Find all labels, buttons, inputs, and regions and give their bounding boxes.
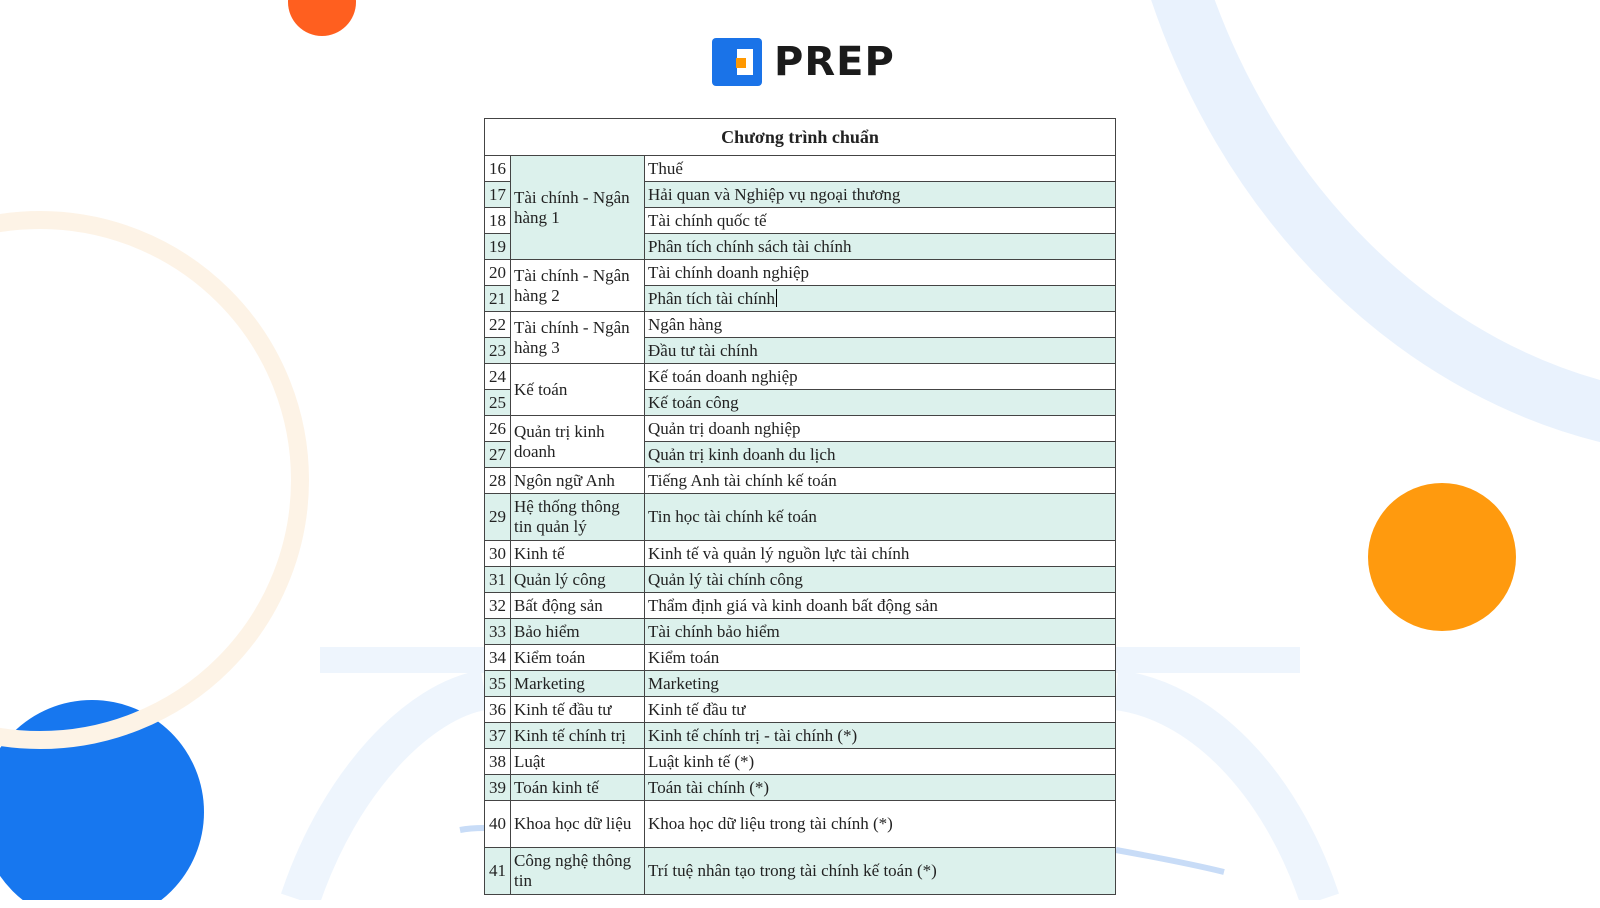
row-number: 32 [485,593,511,619]
row-number: 31 [485,567,511,593]
major-cell: Kế toán [511,364,645,416]
major-cell: Quản lý công [511,567,645,593]
row-number: 20 [485,260,511,286]
course-cell: Toán tài chính (*) [645,775,1116,801]
table-row [485,645,1116,671]
course-cell: Đầu tư tài chính [645,338,1116,364]
table-row [485,494,1116,541]
course-cell-editing[interactable] [645,286,1116,312]
course-cell: Luật kinh tế (*) [645,749,1116,775]
row-number: 27 [485,442,511,468]
major-cell: Luật [511,749,645,775]
major-cell: Kinh tế [511,541,645,567]
beige-ring-left [0,220,300,740]
blue-stroke-bottom-left [460,828,484,830]
blue-circle-left [0,700,204,900]
course-text: Phân tích tài chính [648,288,776,308]
table-row [485,775,1116,801]
table-row [485,723,1116,749]
row-number: 33 [485,619,511,645]
orange-circle-right [1368,483,1516,631]
table-row [485,593,1116,619]
table-row [485,416,1116,442]
course-cell: Marketing [645,671,1116,697]
major-cell: Bảo hiểm [511,619,645,645]
major-cell: Kinh tế chính trị [511,723,645,749]
row-number: 16 [485,156,511,182]
row-number: 35 [485,671,511,697]
course-cell: Tài chính bảo hiểm [645,619,1116,645]
row-number: 22 [485,312,511,338]
table-row [485,468,1116,494]
row-number: 41 [485,848,511,895]
table-title: Chương trình chuẩn [485,119,1116,156]
course-cell: Thuế [645,156,1116,182]
major-cell: Kiểm toán [511,645,645,671]
course-cell: Tiếng Anh tài chính kế toán [645,468,1116,494]
row-number: 40 [485,801,511,848]
row-number: 23 [485,338,511,364]
row-number: 17 [485,182,511,208]
course-cell: Kiểm toán [645,645,1116,671]
table-row [485,567,1116,593]
course-cell: Thẩm định giá và kinh doanh bất động sản [645,593,1116,619]
row-number: 36 [485,697,511,723]
course-cell: Kinh tế đầu tư [645,697,1116,723]
course-cell: Quản trị doanh nghiệp [645,416,1116,442]
course-cell: Kinh tế và quản lý nguồn lực tài chính [645,541,1116,567]
orange-dot-top [288,0,356,36]
light-wave-bottom-1 [300,690,484,900]
major-cell: Hệ thống thông tin quản lý [511,494,645,541]
prep-logo [710,36,895,88]
program-table-container [484,118,1116,908]
course-cell: Tin học tài chính kế toán [645,494,1116,541]
major-cell: Ngôn ngữ Anh [511,468,645,494]
row-number: 18 [485,208,511,234]
table-row [485,801,1116,848]
row-number: 28 [485,468,511,494]
light-wave-bottom-2 [1116,690,1320,900]
course-cell: Trí tuệ nhân tạo trong tài chính kế toán (*) [645,848,1116,895]
course-cell: Kinh tế chính trị - tài chính (*) [645,723,1116,749]
major-cell: Khoa học dữ liệu [511,801,645,848]
major-cell: Tài chính - Ngân hàng 1 [511,156,645,260]
course-cell: Tài chính doanh nghiệp [645,260,1116,286]
major-cell: Quản trị kinh doanh [511,416,645,468]
course-cell: Tài chính quốc tế [645,208,1116,234]
text-cursor [776,289,777,307]
course-cell: Hải quan và Nghiệp vụ ngoại thương [645,182,1116,208]
course-cell: Kế toán công [645,390,1116,416]
table-row [485,156,1116,182]
row-number: 30 [485,541,511,567]
row-number: 39 [485,775,511,801]
table-row [485,260,1116,286]
course-cell: Ngân hàng [645,312,1116,338]
row-number: 25 [485,390,511,416]
table-row [485,364,1116,390]
row-number: 34 [485,645,511,671]
table-row [485,671,1116,697]
table-row [485,312,1116,338]
prep-logo-icon [710,36,764,88]
major-cell: Bất động sản [511,593,645,619]
prep-logo-text: PREP [774,39,895,85]
table-header-row [485,119,1116,156]
table-row [485,619,1116,645]
program-table [484,118,1116,895]
major-cell: Công nghệ thông tin [511,848,645,895]
table-row [485,697,1116,723]
row-number: 19 [485,234,511,260]
course-cell: Phân tích chính sách tài chính [645,234,1116,260]
course-cell: Quản trị kinh doanh du lịch [645,442,1116,468]
major-cell: Tài chính - Ngân hàng 3 [511,312,645,364]
row-number: 24 [485,364,511,390]
course-cell: Khoa học dữ liệu trong tài chính (*) [645,801,1116,848]
blue-arc-right [1170,0,1600,420]
major-cell: Tài chính - Ngân hàng 2 [511,260,645,312]
table-row [485,848,1116,895]
course-cell: Kế toán doanh nghiệp [645,364,1116,390]
row-number: 21 [485,286,511,312]
major-cell: Toán kinh tế [511,775,645,801]
row-number: 29 [485,494,511,541]
row-number: 26 [485,416,511,442]
row-number: 37 [485,723,511,749]
course-cell: Quản lý tài chính công [645,567,1116,593]
blue-stroke-bottom-right [1116,850,1224,872]
table-row [485,541,1116,567]
row-number: 38 [485,749,511,775]
table-row [485,749,1116,775]
major-cell: Marketing [511,671,645,697]
major-cell: Kinh tế đầu tư [511,697,645,723]
